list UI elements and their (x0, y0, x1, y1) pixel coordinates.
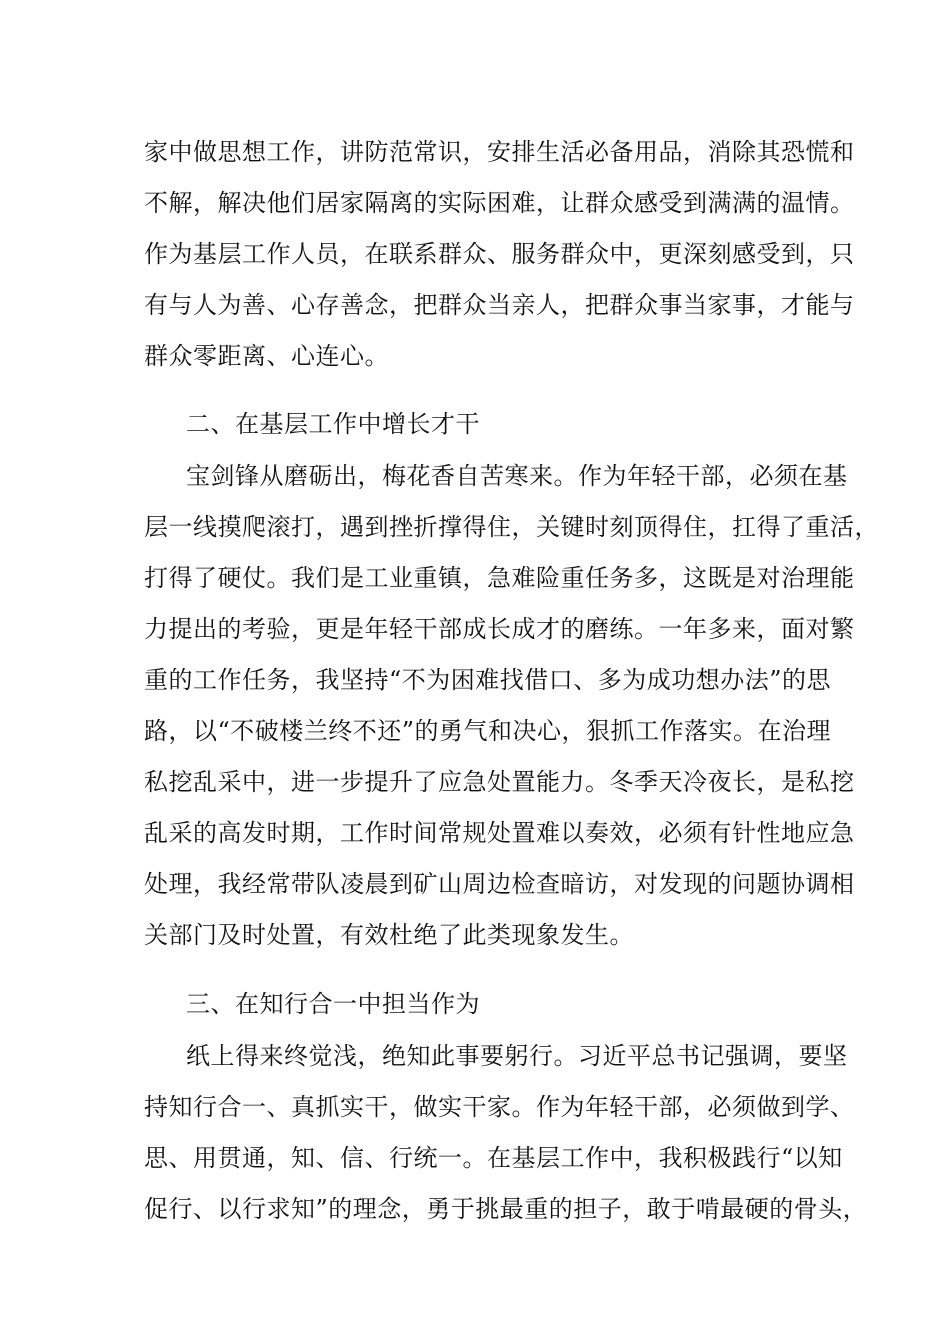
para2-line-2: 层一线摸爬滚打，遇到挫折撑得住，关键时刻顶得住，扛得了重活， (144, 513, 879, 541)
para1-line-5: 群众零距离、心连心。 (144, 342, 389, 370)
para2-line-4: 力提出的考验，更是年轻干部成长成才的磨练。一年多来，面对繁 (144, 615, 855, 643)
para1-line-2: 不解，解决他们居家隔离的实际困难，让群众感受到满满的温情。 (144, 189, 855, 217)
para1-line-4: 有与人为善、心存善念，把群众当亲人，把群众事当家事，才能与 (144, 291, 855, 319)
para2-line-3: 打得了硬仗。我们是工业重镇，急难险重任务多，这既是对治理能 (144, 564, 855, 592)
para2-line-7: 私挖乱采中，进一步提升了应急处置能力。冬季天冷夜长，是私挖 (144, 768, 855, 796)
para2-line-6: 路，以“不破楼兰终不还”的勇气和决心，狠抓工作落实。在治理 (144, 717, 832, 745)
para1-line-3: 作为基层工作人员，在联系群众、服务群众中，更深刻感受到，只 (144, 240, 855, 268)
para2-line-8: 乱采的高发时期，工作时间常规处置难以奏效，必须有针性地应急 (144, 819, 855, 847)
para1-line-1: 家中做思想工作，讲防范常识，安排生活必备用品，消除其恐慌和 (144, 138, 855, 166)
para2-line-9: 处理，我经常带队凌晨到矿山周边检查暗访，对发现的问题协调相 (144, 870, 855, 898)
para2-line-1: 宝剑锋从磨砺出，梅花香自苦寒来。作为年轻干部，必须在基 (186, 462, 848, 490)
para3-line-3: 思、用贯通，知、信、行统一。在基层工作中，我积极践行“以知 (144, 1144, 843, 1172)
para3-line-2: 持知行合一、真抓实干，做实干家。作为年轻干部，必须做到学、 (144, 1093, 855, 1121)
para2-line-5: 重的工作任务，我坚持“不为困难找借口、多为成功想办法”的思 (144, 666, 832, 694)
para2-line-10: 关部门及时处置，有效杜绝了此类现象发生。 (144, 921, 634, 949)
section-heading-2: 二、在基层工作中增长才干 (186, 410, 480, 438)
section-heading-3: 三、在知行合一中担当作为 (186, 990, 480, 1018)
para3-line-1: 纸上得来终觉浅，绝知此事要躬行。习近平总书记强调，要坚 (186, 1042, 848, 1070)
para3-line-4: 促行、以行求知”的理念，勇于挑最重的担子，敢于啃最硬的骨头， (144, 1195, 868, 1223)
